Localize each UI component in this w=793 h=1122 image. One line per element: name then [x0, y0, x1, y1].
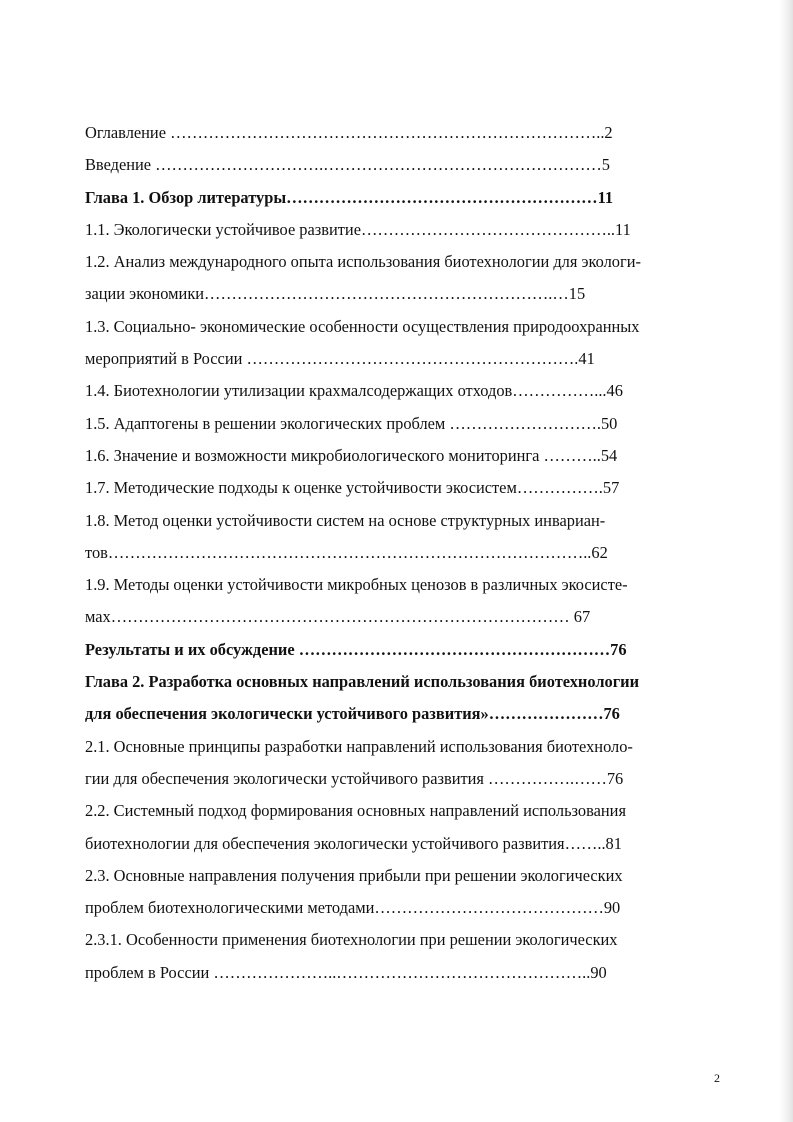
toc-entry: 1.5. Адаптогены в решении экологических проблем ……………………….50 — [85, 413, 618, 433]
toc-entry: 1.1. Экологически устойчивое развитие………………………………………..11 — [85, 219, 631, 239]
toc-entry: 1.9. Методы оценки устойчивости микробных ценозов в различных экосисте- — [85, 575, 628, 595]
toc-entry: 2.2. Системный подход формирования основных направлений использования — [85, 801, 626, 821]
toc-entry: биотехнологии для обеспечения экологически устойчивого развития……..81 — [85, 833, 622, 853]
toc-entry: проблем биотехнологическими методами……………………………………90 — [85, 898, 621, 918]
toc-entry: Оглавление ……………………………………………………………………..2 — [85, 123, 613, 142]
toc-entry: Глава 1. Обзор литературы…………………………………………………11 — [85, 187, 614, 207]
toc-entry: 1.8. Метод оценки устойчивости систем на основе структурных инвариан- — [85, 510, 606, 530]
toc-entry: мероприятий в России …………………………………………………….41 — [85, 349, 595, 369]
toc-entry: Глава 2. Разработка основных направлений использования биотехнологии — [85, 672, 640, 692]
toc-entry: 1.4. Биотехнологии утилизации крахмалсодержащих отходов……………...46 — [85, 381, 623, 401]
toc-entry: 1.2. Анализ международного опыта использования биотехнологии для экологи- — [85, 252, 641, 272]
toc-entry: 2.3.1. Особенности применения биотехнологии при решении экологических — [85, 930, 618, 950]
toc-entry: гии для обеспечения экологически устойчивого развития …………….……76 — [85, 768, 624, 788]
toc-entry: 1.6. Значение и возможности микробиологического мониторинга ………..54 — [85, 445, 618, 465]
toc-entry: тов……………………………………………………………………………..62 — [85, 542, 608, 562]
toc-entry: мах………………………………………………………………………… 67 — [85, 607, 591, 627]
toc-entry: для обеспечения экологически устойчивого развития»…………………76 — [85, 704, 620, 724]
table-of-contents — [85, 117, 725, 989]
toc-entry: зации экономики……………………………………………………….…15 — [85, 284, 586, 304]
page-number: 2 — [714, 1071, 720, 1085]
toc-entry: 2.3. Основные направления получения прибыли при решении экологических — [85, 865, 623, 885]
toc-entry: 1.3. Социально- экономические особенности осуществления природоохранных — [85, 316, 640, 336]
toc-entry: Результаты и их обсуждение …………………………………………………76 — [85, 639, 627, 659]
toc-entry: 2.1. Основные принципы разработки направлений использования биотехноло- — [85, 736, 633, 756]
toc-entry: проблем в России …………………..………………………………………..90 — [85, 962, 607, 982]
toc-entry: Введение ………………………….……………………………………………5 — [85, 155, 611, 175]
scan-page-edge-shadow — [779, 0, 793, 1122]
toc-entry: 1.7. Методические подходы к оценке устойчивости экосистем…………….57 — [85, 478, 620, 498]
